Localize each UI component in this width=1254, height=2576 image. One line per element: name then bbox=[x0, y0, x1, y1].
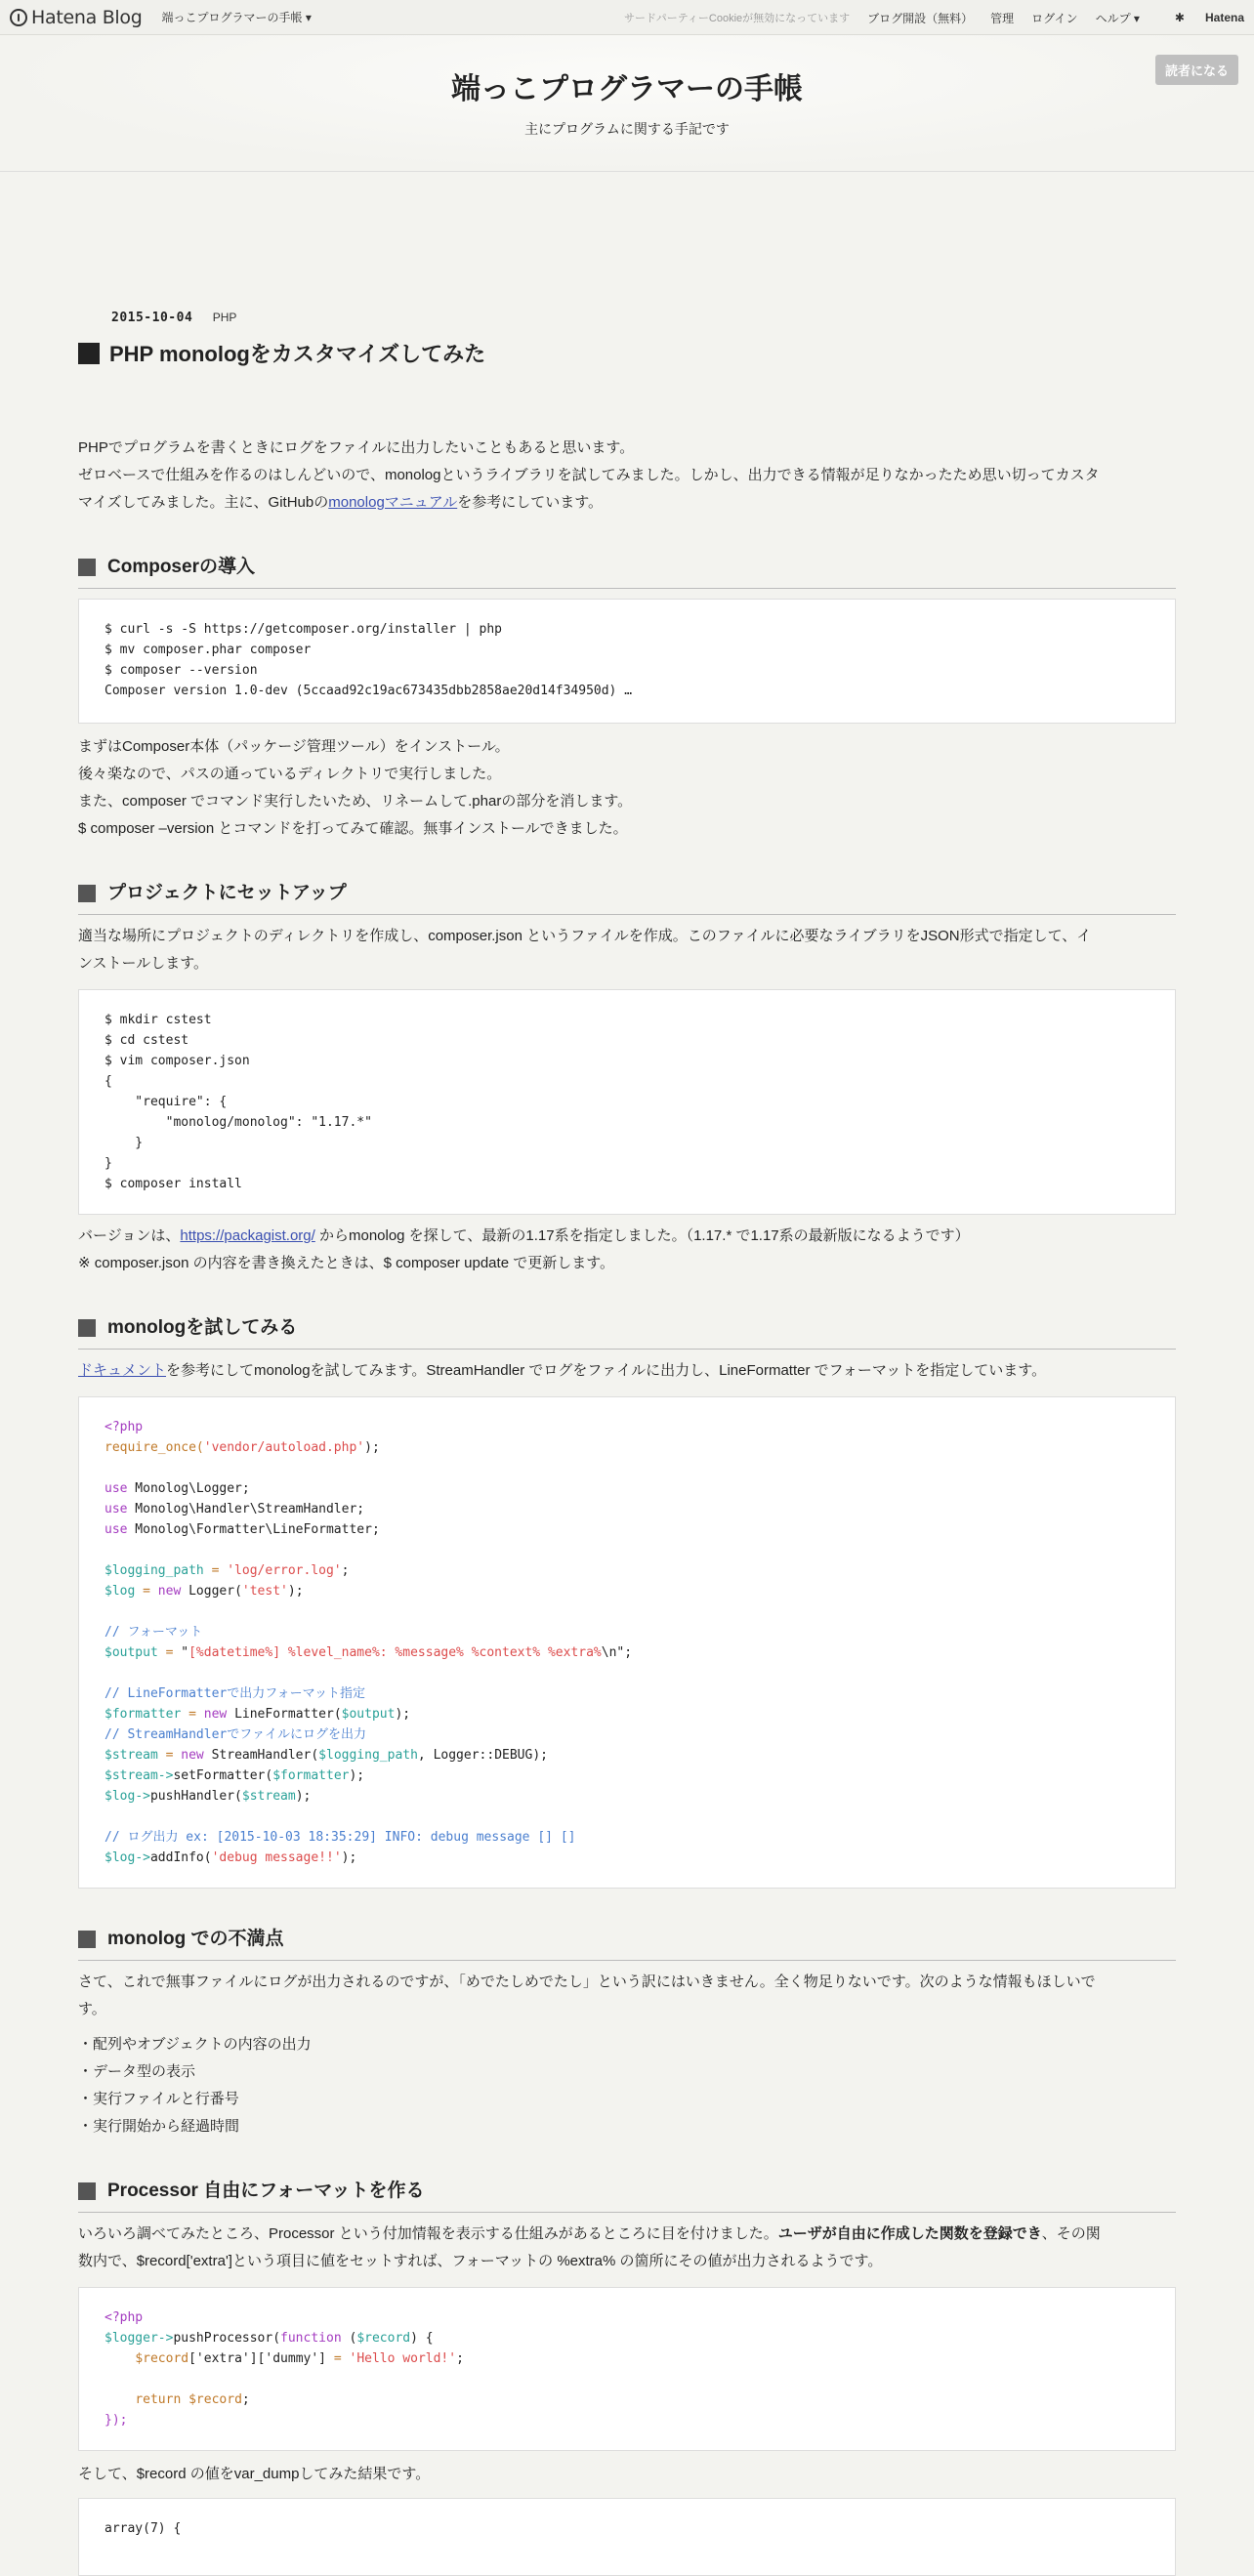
hatena-logo-text: Hatena bbox=[1204, 11, 1244, 24]
cookie-notice[interactable]: サードパーティーCookieが無効になっています bbox=[623, 13, 851, 24]
login-link[interactable]: ログイン bbox=[1031, 11, 1078, 25]
admin-link[interactable]: 管理 bbox=[990, 11, 1015, 25]
section-heading-setup: プロジェクトにセットアップ bbox=[78, 880, 1176, 915]
blog-title[interactable]: 端っこプログラマーの手帳 bbox=[451, 73, 803, 105]
section-heading-monolog: monologを試してみる bbox=[78, 1314, 1176, 1350]
hatena-star-icon: ✱ bbox=[1174, 11, 1185, 24]
section-heading-composer: Composerの導入 bbox=[78, 554, 1176, 589]
entry-title[interactable] bbox=[78, 338, 1176, 368]
global-header bbox=[0, 0, 1254, 35]
entry-date[interactable]: 2015-10-04 bbox=[111, 311, 193, 325]
heading-square-icon bbox=[78, 1319, 96, 1337]
blog-switch-menu[interactable]: 端っこプログラマーの手帳 ▾ bbox=[161, 11, 312, 24]
list-item: ・データ型の表示 bbox=[78, 2063, 196, 2080]
text-line: バージョンは、https://packagist.org/ からmonolog を探して、最新の1.17系を指定しました。（1.17.* で1.17系の最新版になるようです） bbox=[78, 1227, 970, 1244]
packagist-link[interactable]: https://packagist.org/ bbox=[180, 1227, 315, 1244]
text-line: 数内で、$record['extra']という項目に値をセットすれば、フォーマットの %extra% の箇所にその値が出力されるようです。 bbox=[78, 2253, 883, 2269]
global-header-right bbox=[606, 0, 1244, 35]
list-item: ・実行開始から経過時間 bbox=[78, 2118, 240, 2135]
text-line: 適当な場所にプロジェクトのディレクトリを作成し、composer.json というファイルを作成。このファイルに必要なライブラリをJSON形式で指定して、イ bbox=[78, 928, 1092, 944]
code-block-monolog: <?php require_once('vendor/autoload.php'); use Monolog\Logger; use Monolog\Handler\StreamHandler; use Monolog\Formatter\LineFormatter; $logging_path = 'log/error.log'; $log = new Logger('test'); // フォーマット $output = "[%datetime%] %level_name%: %message% %context% %extra%\n"; // LineFormatterで出力フォーマット指定 $formatter = new LineFormatter($output); // StreamHandlerでファイルにログを出力 $stream = new StreamHandler($logging_path, Logger::DEBUG); $stream->setFormatter($formatter); $log->pushHandler($stream); // ログ出力 ex: [2015-10-03 18:35:29] INFO: debug message [] [] $log->addInfo('debug message!!'); bbox=[78, 1396, 1176, 1889]
text-line: そして、$record の値をvar_dumpしてみた結果です。 bbox=[78, 2466, 431, 2482]
text-line: $ composer –version とコマンドを打ってみて確認。無事インストールできました。 bbox=[78, 820, 628, 837]
list-item: ・配列やオブジェクトの内容の出力 bbox=[78, 2036, 312, 2053]
entry-header bbox=[78, 309, 1176, 326]
hatena-blog-logo-icon bbox=[10, 9, 27, 26]
text-line: さて、これで無事ファイルにログが出力されるのですが、「めでたしめでたし」という訳にはいきません。全く物足りないです。次のような情報もほしいで bbox=[78, 1974, 1096, 1990]
heading-square-icon bbox=[78, 2182, 96, 2200]
monolog-manual-link[interactable]: monologマニュアル bbox=[328, 494, 458, 511]
help-menu[interactable]: ヘルプ ▾ bbox=[1095, 11, 1140, 25]
blog-description: 主にプログラムに関する手記です bbox=[524, 121, 730, 137]
composer-text bbox=[78, 733, 1176, 843]
entry-body bbox=[78, 435, 1176, 2576]
hatena-blog-logo-text: Hatena Blog bbox=[31, 6, 143, 28]
heading-square-icon bbox=[78, 1931, 96, 1948]
section-heading-processor: Processor 自由にフォーマットを作る bbox=[78, 2178, 1176, 2213]
section-heading-complaints: monolog での不満点 bbox=[78, 1926, 1176, 1961]
main-content bbox=[78, 172, 1176, 2576]
heading-square-icon bbox=[78, 559, 96, 576]
text-line: まずはComposer本体（パッケージ管理ツール）をインストール。 bbox=[78, 738, 510, 755]
text-line: いろいろ調べてみたところ、Processor という付加情報を表示する仕組みがあるところに目を付けました。ユーザが自由に作成した関数を登録でき、その関 bbox=[78, 2225, 1101, 2242]
subscribe-button[interactable]: 読者になる bbox=[1155, 55, 1238, 85]
hatena-logo[interactable] bbox=[1157, 11, 1244, 24]
start-blog-link[interactable]: ブログ開設（無料） bbox=[867, 11, 974, 25]
intro-line: PHPでプログラムを書くときにログをファイルに出力したいこともあると思います。 bbox=[78, 439, 635, 456]
code-block-composer: $ curl -s -S https://getcomposer.org/installer | php $ mv composer.phar composer $ composer --version Composer version 1.0-dev (5ccaad92c19ac673435dbb2858ae20d14f34950d) … bbox=[78, 599, 1176, 724]
text-line: ※ composer.json の内容を書き換えたときは、$ composer update で更新します。 bbox=[78, 1255, 615, 1271]
intro-line: マイズしてみました。主に、GitHubのmonologマニュアルを参考にしています。 bbox=[78, 494, 604, 511]
code-block-var-dump: array(7) { bbox=[78, 2498, 1176, 2576]
hatena-blog-logo[interactable] bbox=[10, 7, 143, 28]
text-line: ンストールします。 bbox=[78, 955, 209, 972]
text-line: また、composer でコマンド実行したいため、リネームして.pharの部分を消します。 bbox=[78, 793, 633, 810]
wishlist bbox=[78, 2031, 1176, 2140]
code-block-processor: <?php $logger->pushProcessor(function ($record) { $record['extra']['dummy'] = 'Hello world!'; return $record; }); bbox=[78, 2287, 1176, 2451]
entry-title-text: PHP monologをカスタマイズしてみた bbox=[109, 342, 486, 366]
documentation-link[interactable]: ドキュメント bbox=[78, 1362, 167, 1379]
intro-line: ゼロベースで仕組みを作るのはしんどいので、monologというライブラリを試してみました。しかし、出力できる情報が足りなかったため思い切ってカスタ bbox=[78, 467, 1100, 483]
title-square-icon bbox=[78, 343, 100, 364]
text-line: ドキュメントを参考にしてmonologを試してみます。StreamHandler でログをファイルに出力し、LineFormatter でフォーマットを指定しています。 bbox=[78, 1362, 1047, 1379]
text-line: す。 bbox=[78, 2001, 106, 2017]
blog-title-area bbox=[0, 35, 1254, 172]
text-line: 後々楽なので、パスの通っているディレクトリで実行しました。 bbox=[78, 766, 502, 782]
entry-category[interactable]: PHP bbox=[212, 311, 237, 324]
list-item: ・実行ファイルと行番号 bbox=[78, 2091, 239, 2107]
heading-square-icon bbox=[78, 885, 96, 902]
code-block-setup: $ mkdir cstest $ cd cstest $ vim composer.json { "require": { "monolog/monolog": "1.17.*" } } $ composer install bbox=[78, 989, 1176, 1215]
